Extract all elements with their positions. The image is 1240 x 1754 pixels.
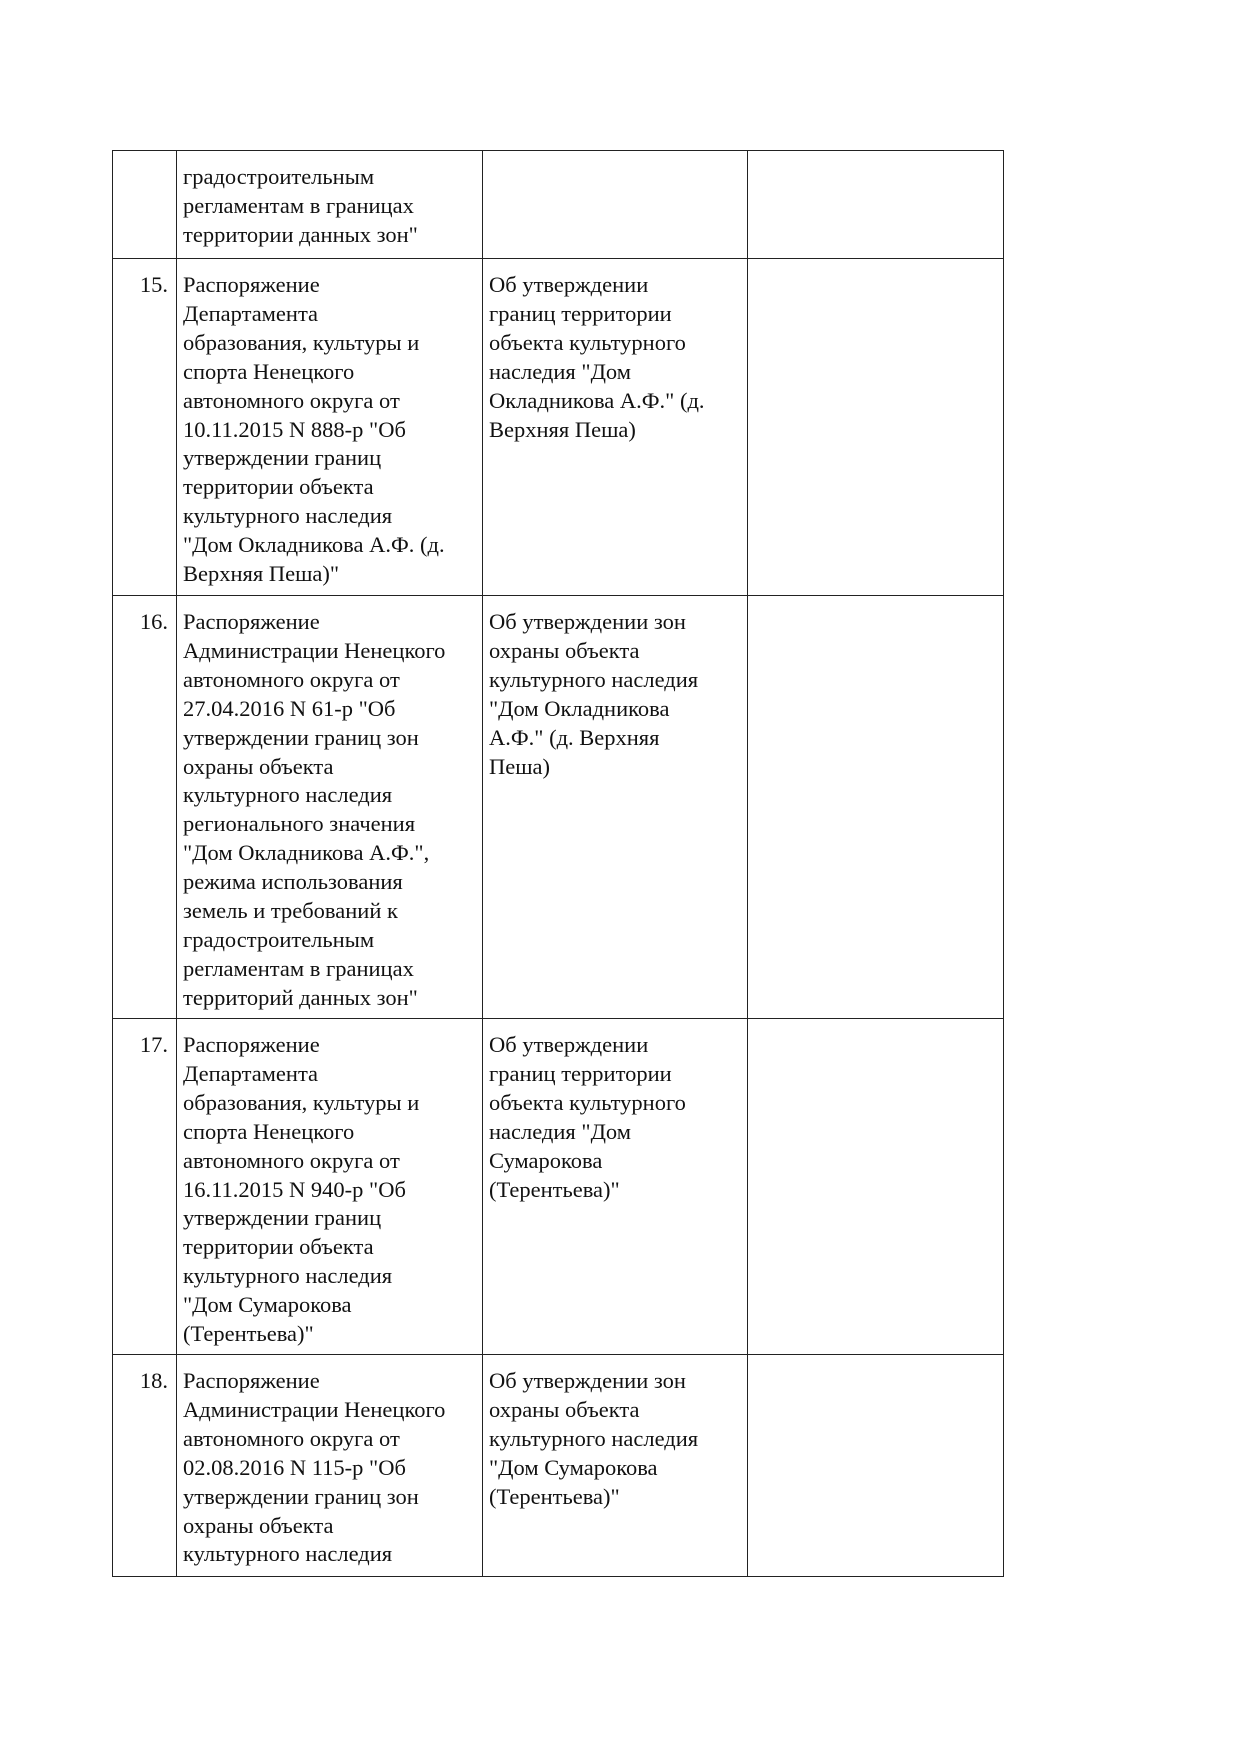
row-number: 17. [139,1032,168,1057]
description-cell [483,1355,748,1577]
document-cell [177,1355,483,1577]
row-number-cell [113,596,177,1019]
description-text: Об утверждении границ территории объекта культурного наследия "Дом Сумарокова (Терентьева)" [489,1032,686,1202]
note-cell [748,259,1004,596]
table-row [113,259,1004,596]
description-cell [483,596,748,1019]
document-cell [177,151,483,259]
document-text: Распоряжение Департамента образования, культуры и спорта Ненецкого автономного округа от 16.11.2015 N 940-р "Об утверждении границ территории объекта культурного наследия "Дом Сумарокова (Терентьева)" [183,1032,420,1347]
table-row [113,596,1004,1019]
row-number-cell [113,151,177,259]
document-cell [177,259,483,596]
row-number: 15. [139,272,168,297]
row-number-cell [113,259,177,596]
document-text: Распоряжение Департамента образования, культуры и спорта Ненецкого автономного округа от 10.11.2015 N 888-р "Об утверждении границ территории объекта культурного наследия "Дом Окладникова А.Ф. (д. Верхняя Пеша)" [183,272,445,587]
row-number: 18. [139,1368,168,1393]
note-cell [748,1355,1004,1577]
row-number: 16. [139,609,168,634]
note-cell [748,596,1004,1019]
row-number-cell [113,1355,177,1577]
note-cell [748,1019,1004,1355]
document-cell [177,596,483,1019]
description-text: Об утверждении зон охраны объекта культурного наследия "Дом Окладникова А.Ф." (д. Верхняя Пеша) [489,609,699,779]
legal-acts-table [112,150,1004,1577]
row-number-cell [113,1019,177,1355]
note-cell [748,151,1004,259]
table-row [113,1355,1004,1577]
description-cell [483,259,748,596]
document-text: Распоряжение Администрации Ненецкого автономного округа от 02.08.2016 N 115-р "Об утверждении границ зон охраны объекта культурного наследия [183,1368,446,1567]
document-cell [177,1019,483,1355]
table-row [113,1019,1004,1355]
description-text: Об утверждении зон охраны объекта культурного наследия "Дом Сумарокова (Терентьева)" [489,1368,699,1509]
document-text: градостроительным регламентам в границах территории данных зон" [183,164,418,247]
description-cell [483,1019,748,1355]
document-text: Распоряжение Администрации Ненецкого автономного округа от 27.04.2016 N 61-р "Об утверждении границ зон охраны объекта культурного наследия регионального значения "Дом Окладникова А.Ф.", режима использования земель и требований к градостроительным регламентам в границах территорий данных зон" [183,609,446,1010]
table-row [113,151,1004,259]
description-text: Об утверждении границ территории объекта культурного наследия "Дом Окладникова А.Ф." (д. Верхняя Пеша) [489,272,705,442]
description-cell [483,151,748,259]
